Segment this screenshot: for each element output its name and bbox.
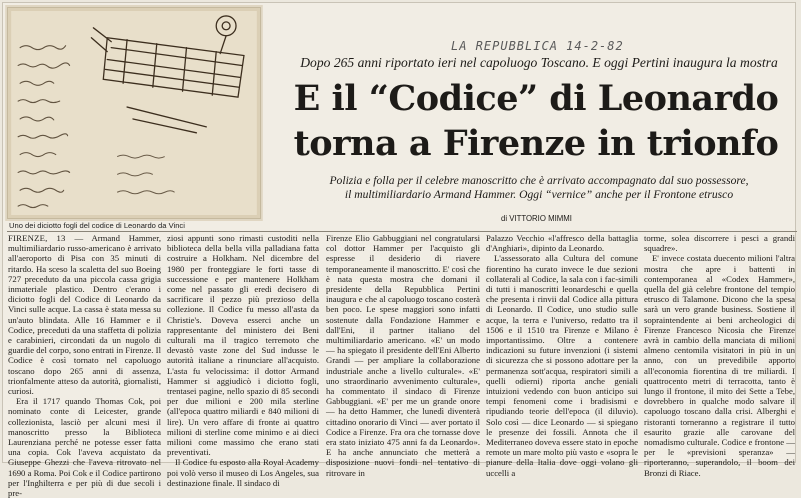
leonardo-sketch-icon (8, 8, 260, 218)
article-paragraph: L'assessorato alla Cultura del comune fiorentino ha curato invece le due sezioni collaterali al Codice, la sala con i fac-simili di tutti i manoscritti leonardeschi e quella che presenta i rinvii dal Codice alla pittura di Leonardo. Il Codice, uno studio sulle acque, la terra e l'universo, redatto tra il 1506 e il 1510 tra Firenze e Milano è importantissimo. Oltre a contenere indicazioni su future invenzioni (i sistemi di sicurezza che si possono adottare per la permanenza sott'acqua, respiratori simili a quelli odierni) riporta anche geniali intuizioni vedendo con buon anticipo sui tempi fenomeni come i bradisismi e ripudiando teorie dell'epoca (il diluvio). Solo così — dice Leonardo — si spiegano le presenze dei fossili. Annota che il Mediterraneo doveva essere stato in epoche remote un mare molto più vasto e «sopra le pianure della Italia dove oggi volano gli uccelli a (486, 253, 638, 478)
handwritten-note: LA REPUBBLICA 14-2-82 (451, 39, 624, 53)
article-column-2 (167, 233, 319, 488)
headline-line-2: torna a Firenze in trionfo (293, 123, 779, 164)
summary (281, 174, 797, 202)
article-column-5 (644, 233, 795, 478)
article-paragraph (8, 233, 161, 396)
article-column-1 (8, 233, 161, 498)
byline: di VITTORIO MIMMI (501, 214, 572, 223)
paragraph-text: — Armand Hammer, multimiliardario russo-americano è arrivato all'aeroporto di Pisa con 35 minuti di ritardo. Ha sceso la scaletta del suo Boeing 727 preceduto da una piccola cassa grigia inmateriale plastico. Dentro c'erano i diciotto fogli del Codice di Leonardo da Vinci sulle acque. La cassa è stata messa su un'auto blindata. Alle 16 Hammer e il Codice, preceduti da una staffetta di polizia e carabinieri, circondati da un nugolo di guardie del corpo, sono entrati in Firenze. Il Codice è così tornato nel capoluogo toscano dopo 265 anni di assenza, trionfalmente atteso da autorità, giornalisti, curiosi. (8, 233, 161, 397)
article-column-4 (486, 233, 638, 478)
article-paragraph: E' invece costata duecento milioni l'altra mostra che apre i battenti in contemporanea al «Codex Hammer», quella del già celebre frontone del tempio etrusco di Talamone. Dicono che la spesa sarà un vero grande business. Sostiene il sopraintendente ai beni archeologici di Firenze Francesco Nicosia che Firenze avrà in cambio della manciata di milioni almeno centomila visitatori in più in un anno, con un prevedibile apporto all'economia fiorentina di tre miliardi. I quattrocento metri di terracotta, tanto è lungo il frontone, il mito dei Sette a Tebe, dovrebbero in qualche modo salvare il capoluogo toscano dalla crisi. Alberghi e ristoranti torneranno a registrare il tutto esaurito grazie alle carovane del nomadismo culturale. Codice e frontone — per le «previsioni speranza» — riporteranno, superandolo, il boom dei Bronzi di Riace. (644, 253, 795, 478)
image-caption: Uno dei diciotto fogli del codice di Leonardo da Vinci (9, 221, 185, 230)
sketch-image (7, 7, 261, 219)
article-paragraph: Il Codice fu esposto alla Royal Academy poi volò verso il museo di Los Angeles, sua destinazione finale. Il sindaco di (167, 457, 319, 488)
article-paragraph: Firenze Elio Gabbuggiani nel congratularsi col dottor Hammer per l'acquisto gli espresse il desiderio di riavere temporaneamente il manoscritto. E' così che è nata questa mostra che domani il presidente della Repubblica Pertini inaugura e che al capoluogo toscano costerà ben poco. Le spese maggiori sono infatti sostenute dalla Fondazione Hammer e dall'Eni, il partner italiano del multimiliardario americano. «E' un modo — ha spiegato il presidente dell'Eni Alberto Grandi — per ampliare la collaborazione industriale anche a livello culturale». «E' uno straordinario avvenimento culturale», ha commentato il sindaco di Firenze Gabbuggiani. «E' per me un grande onore — ha detto Hammer, che lunedì diventerà cittadino onorario di Vinci — aver portato il Codice a Firenze. Fra ora che tornasse dove era stato iniziato 475 anni fa da Leonardo». E ha anche annunciato che metterà a disposizione nuovi fondi nel tentativo di ritrovare in (326, 233, 480, 478)
article-paragraph: Era il 1717 quando Thomas Cok, poi nominato conte di Leicester, grande collezionista, lasciò per alcuni mesi il manoscritto presso la Biblioteca Laurenziana perché ne potesse esser fatta una copia. Cok l'aveva acquistato da Giuseppe Ghezzi che l'aveva ritrovato nel 1690 a Roma. Poi Cok e il Codice partirono per l'Inghilterra e per più di due secoli i pre- (8, 396, 161, 498)
dateline: FIRENZE, 13 (8, 233, 66, 243)
article-paragraph: ziosi appunti sono rimasti custoditi nella biblioteca della bella villa palladiana fatta costruire a Holkham. Nel dicembre del 1980 per fronteggiare le forti tasse di successione e per mantenere Holkham come nel passato gli eredi decisero di sacrificare il pezzo più prezioso della collezione. Il Codice fu messo all'asta da Christie's. Doveva esserci anche un rappresentante del ministero dei Beni culturali ma il tragico terremoto che devastò vaste zone del Sud indusse le autorità italiane a rinunciare all'acquisto. L'asta fu velocissima: il dottor Armand Hammer si aggiudicò i diciotto fogli, trentasei pagine, nello spazio di 85 secondi per due milioni e 200 mila sterline (all'epoca quattro miliardi e 840 milioni di lire). Un vero affare di fronte ai quattro milioni di sterline come minimo e ai dieci milioni come massimo che erano stati preventivati. (167, 233, 319, 458)
article-column-3 (326, 233, 480, 478)
article-paragraph: Palazzo Vecchio «l'affresco della battaglia d'Anghiari», dipinto da Leonardo. (486, 233, 638, 254)
article-paragraph: torme, solea discorrere i pesci a grandi squadre». (644, 233, 795, 254)
summary-line-1: Polizia e folla per il celebre manoscritto che è arrivato accompagnato dal suo possessore, (329, 174, 749, 187)
divider (7, 231, 797, 232)
summary-line-2: il multimiliardario Armand Hammer. Oggi “vernice” anche per il Frontone etrusco (344, 188, 734, 201)
kicker: Dopo 265 anni riportato ieri nel capoluogo Toscano. E oggi Pertini inaugura la mostra (300, 55, 778, 70)
headline-line-1: E il “Codice” di Leonardo (293, 78, 779, 119)
newspaper-clipping (2, 2, 796, 498)
